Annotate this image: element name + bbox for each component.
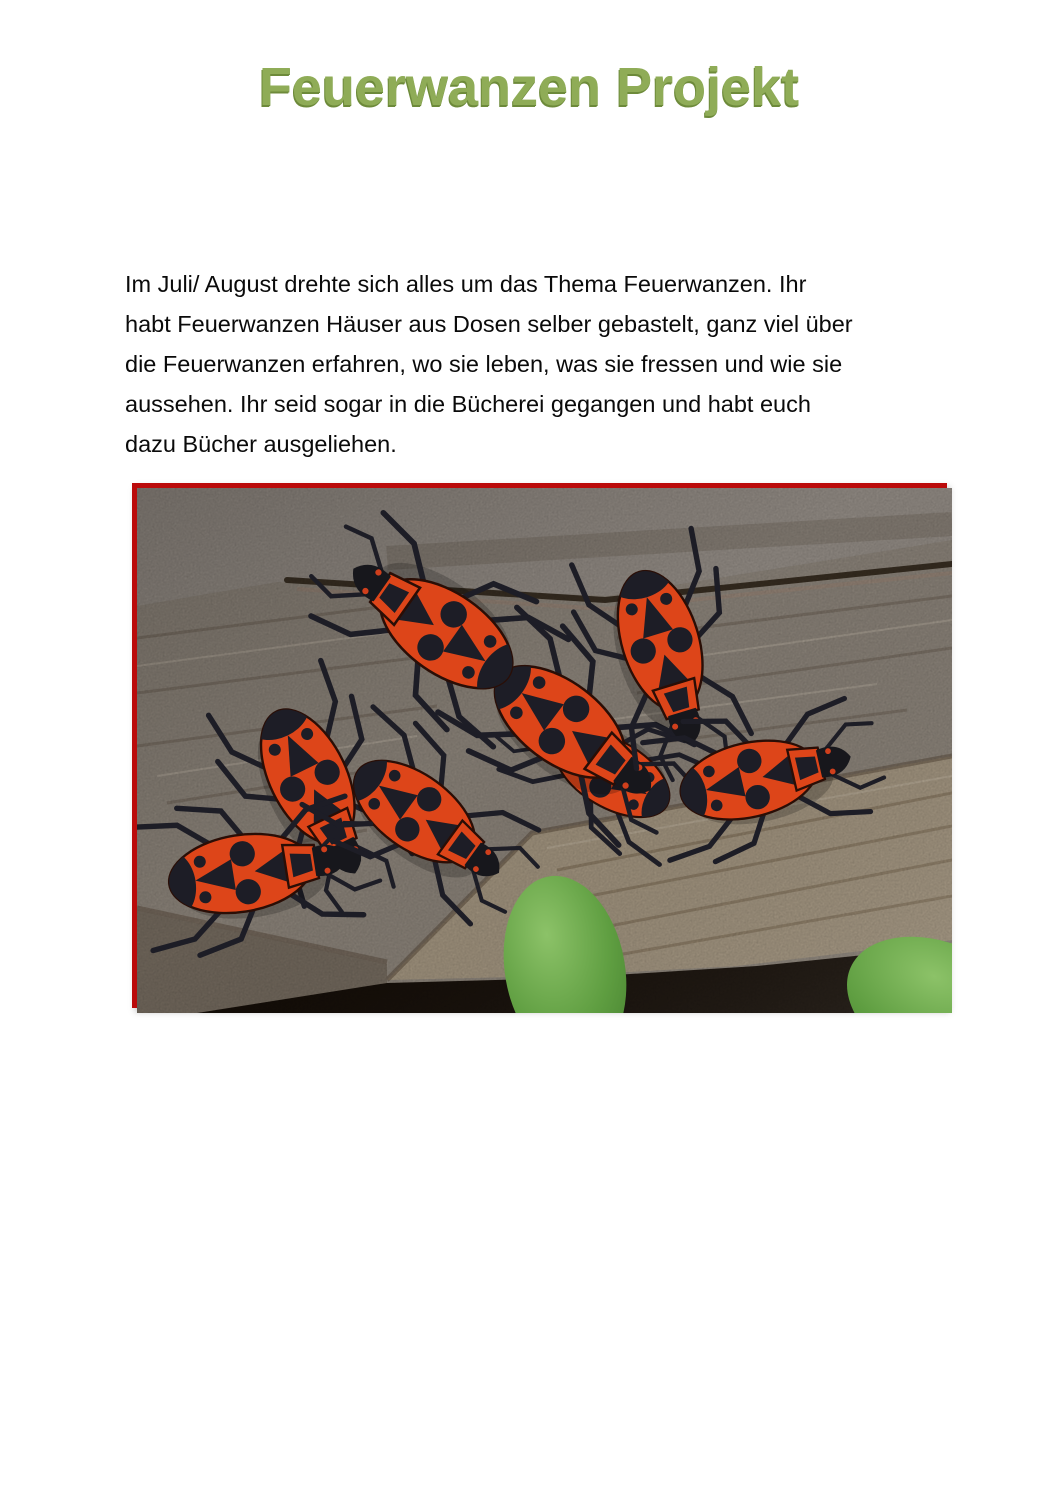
body-text-line: aussehen. Ihr seid sogar in die Bücherei gegangen und habt euch xyxy=(125,391,811,417)
firebug-photo-illustration xyxy=(137,488,952,1013)
body-text-line: Im Juli/ August drehte sich alles um das Thema Feuerwanzen. Ihr xyxy=(125,271,807,297)
page-title: Feuerwanzen Projekt xyxy=(258,57,800,117)
body-text-line: habt Feuerwanzen Häuser aus Dosen selber gebastelt, ganz viel über xyxy=(125,311,853,337)
body-text xyxy=(125,264,955,464)
body-text-line: dazu Bücher ausgeliehen. xyxy=(125,431,397,457)
firebug-photo xyxy=(132,483,947,1008)
body-text-line: die Feuerwanzen erfahren, wo sie leben, was sie fressen und wie sie xyxy=(125,351,843,377)
